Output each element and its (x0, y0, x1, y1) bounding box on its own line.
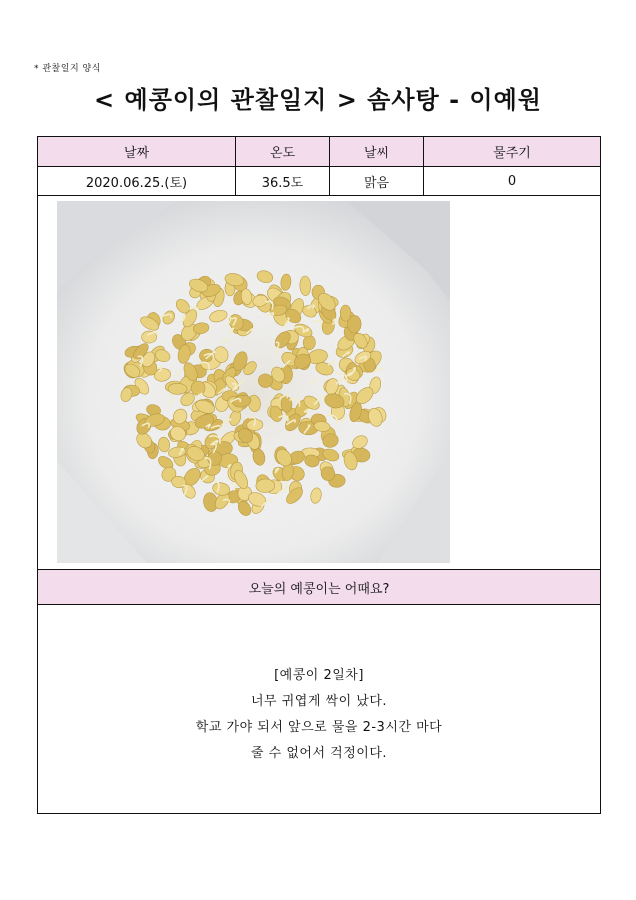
form-note: * 관찰일지 양식 (34, 64, 101, 74)
how-is-bean-today-header: 오늘의 예콩이는 어때요? (38, 570, 601, 605)
weather-value: 맑음 (330, 167, 424, 196)
bean (340, 305, 351, 321)
header-row (38, 137, 601, 167)
journal-table (37, 136, 601, 814)
bean-sprout-photo (57, 201, 450, 563)
date-header: 날짜 (38, 137, 236, 167)
observation-line-3: 학교 가야 되서 앞으로 물을 2-3시간 마다 (195, 720, 443, 735)
observation-line-1: [예콩이 2일차] (274, 668, 364, 683)
observation-line-2: 너무 귀엽게 싹이 났다. (250, 694, 388, 709)
bean-sprout-illustration (57, 201, 450, 563)
observation-line-4: 줄 수 없어서 걱정이다. (250, 746, 388, 761)
observation-cell (38, 605, 601, 814)
photo-row (38, 196, 601, 570)
observation-text (38, 663, 600, 767)
section-header-row (38, 570, 601, 605)
page-title: < 예콩이의 관찰일지 > 솜사탕 - 이예원 (94, 86, 542, 114)
weather-header: 날씨 (330, 137, 424, 167)
date-value: 2020.06.25.(토) (38, 167, 236, 196)
temperature-value: 36.5도 (236, 167, 330, 196)
observation-row (38, 605, 601, 814)
watering-value: 0 (424, 167, 601, 196)
value-row (38, 167, 601, 196)
photo-cell (38, 196, 601, 570)
temperature-header: 온도 (236, 137, 330, 167)
watering-header: 물주기 (424, 137, 601, 167)
